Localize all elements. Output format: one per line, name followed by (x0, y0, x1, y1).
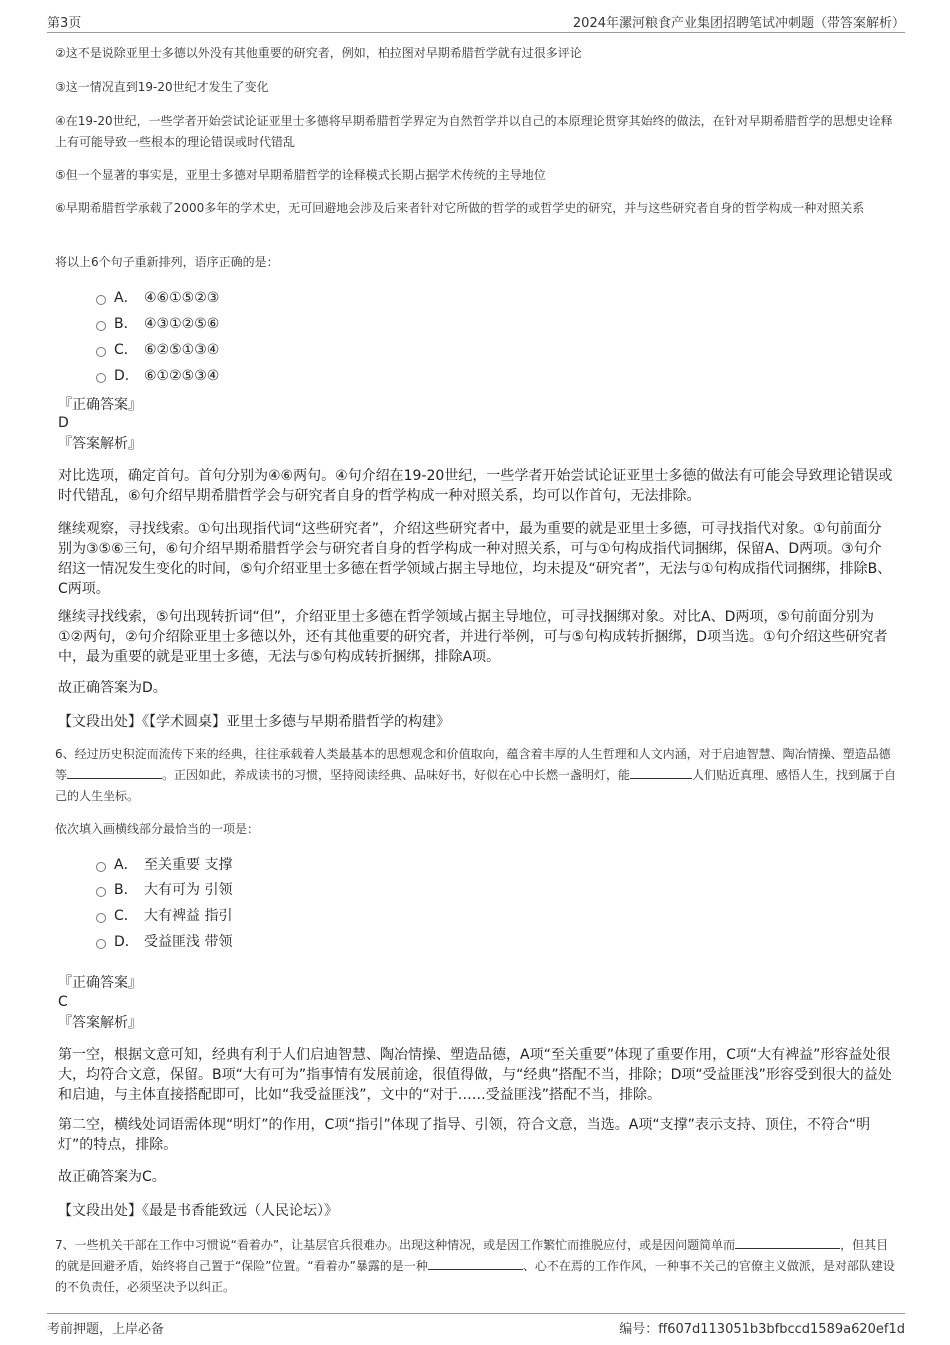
q6-analysis-2: 第二空，横线处词语需体现“明灯”的作用，C项“指引”体现了指导、引领，符合文意，当选。A项“支撑”表示支持、顶住，不符合“明灯”的特点，排除。 (58, 1117, 871, 1153)
q6-conclusion: 故正确答案为C。 (58, 1169, 166, 1185)
q6-source: 【文段出处】《最是书香能致远（人民论坛）》 (58, 1203, 338, 1219)
q5-source: 【文段出处】《【学术圆桌】亚里士多德与早期希腊哲学的构建》 (58, 714, 450, 730)
q5-conclusion: 故正确答案为D。 (58, 680, 167, 696)
q6-option-b[interactable]: B． 大有可为 引领 (96, 879, 232, 901)
q6-analysis-label: 『答案解析』 (58, 1015, 142, 1031)
q6-option-a[interactable]: A． 至关重要 支撑 (96, 854, 232, 876)
page-number: 第3页 (47, 16, 82, 31)
radio-icon[interactable] (96, 295, 106, 305)
blank-line (428, 1256, 523, 1270)
document-title: 2024年漯河粮食产业集团招聘笔试冲刺题（带答案解析） (572, 16, 905, 31)
radio-icon[interactable] (96, 347, 106, 357)
blank-line (630, 765, 692, 779)
q5-answer-label: 『正确答案』 (58, 397, 142, 413)
q5-sentence-6: ⑥早期希腊哲学承载了2000多年的学术史，无可回避地会涉及后来者针对它所做的哲学的或哲学史的研究，并与这些研究者自身的哲学构成一种对照关系 (55, 201, 865, 215)
radio-icon[interactable] (96, 939, 106, 949)
q5-option-c[interactable]: C． ⑥②⑤①③④ (96, 339, 219, 361)
q6-analysis-1: 第一空，根据文意可知，经典有利于人们启迪智慧、陶冶情操、塑造品德，A项“至关重要”体现了重要作用，C项“大有裨益”形容益处很大，均符合文意，保留。B项“大有可为”指事情有发展前途，很值得做，与“经典”搭配不当，排除；D项“受益匪浅”形容受到很大的益处和启迪，与主体直接搭配即可，比如“我受益匪浅”，文中的“对于……受益匪浅”搭配不当，排除。 (58, 1047, 892, 1103)
q6-answer: C (58, 994, 68, 1010)
q5-option-d[interactable]: D． ⑥①②⑤③④ (96, 365, 219, 387)
document-code: 编号：ff607d113051b3bfbccd1589a620ef1d (619, 1322, 905, 1337)
q6-option-d[interactable]: D． 受益匪浅 带领 (96, 931, 232, 953)
q5-sentence-4: ④在19-20世纪，一些学者开始尝试论证亚里士多德将早期希腊哲学界定为自然哲学并以自己的本原理论贯穿其始终的做法，在针对早期希腊哲学的思想史诠释上有可能导致一些根本的理论错误或时代错乱 (55, 114, 893, 149)
q7-stem: 7、一些机关干部在工作中习惯说“看着办”，让基层官兵很难办。出现这种情况，或是因工作繁忙而推脱应付，或是因问题简单而 ，但其目的就是回避矛盾，始终将自己置于“保险”位置。“看着办”暴露的是一种 、心不在焉的工作作风，一种事不关己的官僚主义做派，是对部队建设的不负责任，必须坚决予以纠正。 (55, 1235, 900, 1298)
blank-line (67, 765, 162, 779)
page-footer (47, 1313, 905, 1336)
page-header (47, 10, 905, 33)
radio-icon[interactable] (96, 913, 106, 923)
q6-answer-label: 『正确答案』 (58, 975, 142, 991)
radio-icon[interactable] (96, 373, 106, 383)
footer-slogan: 考前押题，上岸必备 (47, 1322, 165, 1337)
q5-analysis-2: 继续观察，寻找线索。①句出现指代词“这些研究者”，介绍这些研究者中，最为重要的就是亚里士多德，可寻找指代对象。①句前面分别为③⑤⑥三句，⑥句介绍早期希腊哲学会与研究者自身的哲学构成一种对照关系，可与①句构成指代词捆绑，保留A、D两项。③句介绍这一情况发生变化的时间，⑤句介绍亚里士多德在哲学领域占据主导地位，均未提及“研究者”，无法与①句构成指代词捆绑，排除B、C两项。 (58, 521, 892, 597)
q6-stem: 6、经过历史积淀而流传下来的经典，往往承载着人类最基本的思想观念和价值取向，蕴含着丰厚的人生哲理和人文内涵，对于启迪智慧、陶冶情操、塑造品德等 。正因如此，养成读书的习惯，坚持阅读经典、品味好书，好似在心中长燃一盏明灯，能 人们贴近真理、感悟人生，找到属于自己的人生坐标。 (55, 747, 897, 803)
q5-answer: D (58, 415, 69, 431)
q5-prompt: 将以上6个句子重新排列，语序正确的是： (55, 255, 279, 269)
blank-line (735, 1235, 840, 1249)
q5-analysis-label: 『答案解析』 (58, 436, 142, 452)
q5-analysis-1: 对比选项，确定首句。首句分别为④⑥两句。④句介绍在19-20世纪，一些学者开始尝试论证亚里士多德的做法有可能会导致理论错误或时代错乱，⑥句介绍早期希腊哲学会与研究者自身的哲学构成一种对照关系，均可以作首句，无法排除。 (58, 468, 893, 504)
q5-sentence-2: ②这不是说除亚里士多德以外没有其他重要的研究者，例如，柏拉图对早期希腊哲学就有过很多评论 (55, 46, 582, 60)
q6-prompt: 依次填入画横线部分最恰当的一项是： (55, 822, 260, 836)
q5-option-b[interactable]: B． ④③①②⑤⑥ (96, 313, 219, 335)
radio-icon[interactable] (96, 862, 106, 872)
radio-icon[interactable] (96, 887, 106, 897)
q6-option-c[interactable]: C． 大有裨益 指引 (96, 905, 232, 927)
radio-icon[interactable] (96, 321, 106, 331)
q5-sentence-3: ③这一情况直到19-20世纪才发生了变化 (55, 80, 269, 94)
q5-option-a[interactable]: A． ④⑥①⑤②③ (96, 287, 219, 309)
q5-sentence-5: ⑤但一个显著的事实是，亚里士多德对早期希腊哲学的诠释模式长期占据学术传统的主导地位 (55, 168, 546, 182)
q5-analysis-3: 继续寻找线索，⑤句出现转折词“但”，介绍亚里士多德在哲学领域占据主导地位，可寻找捆绑对象。对比A、D两项，⑤句前面分别为①②两句，②句介绍除亚里士多德以外，还有其他重要的研究者，并进行举例，可与⑤句构成转折捆绑，D项当选。①句介绍这些研究者中，最为重要的就是亚里士多德，无法与⑤句构成转折捆绑，排除A项。 (58, 609, 888, 665)
